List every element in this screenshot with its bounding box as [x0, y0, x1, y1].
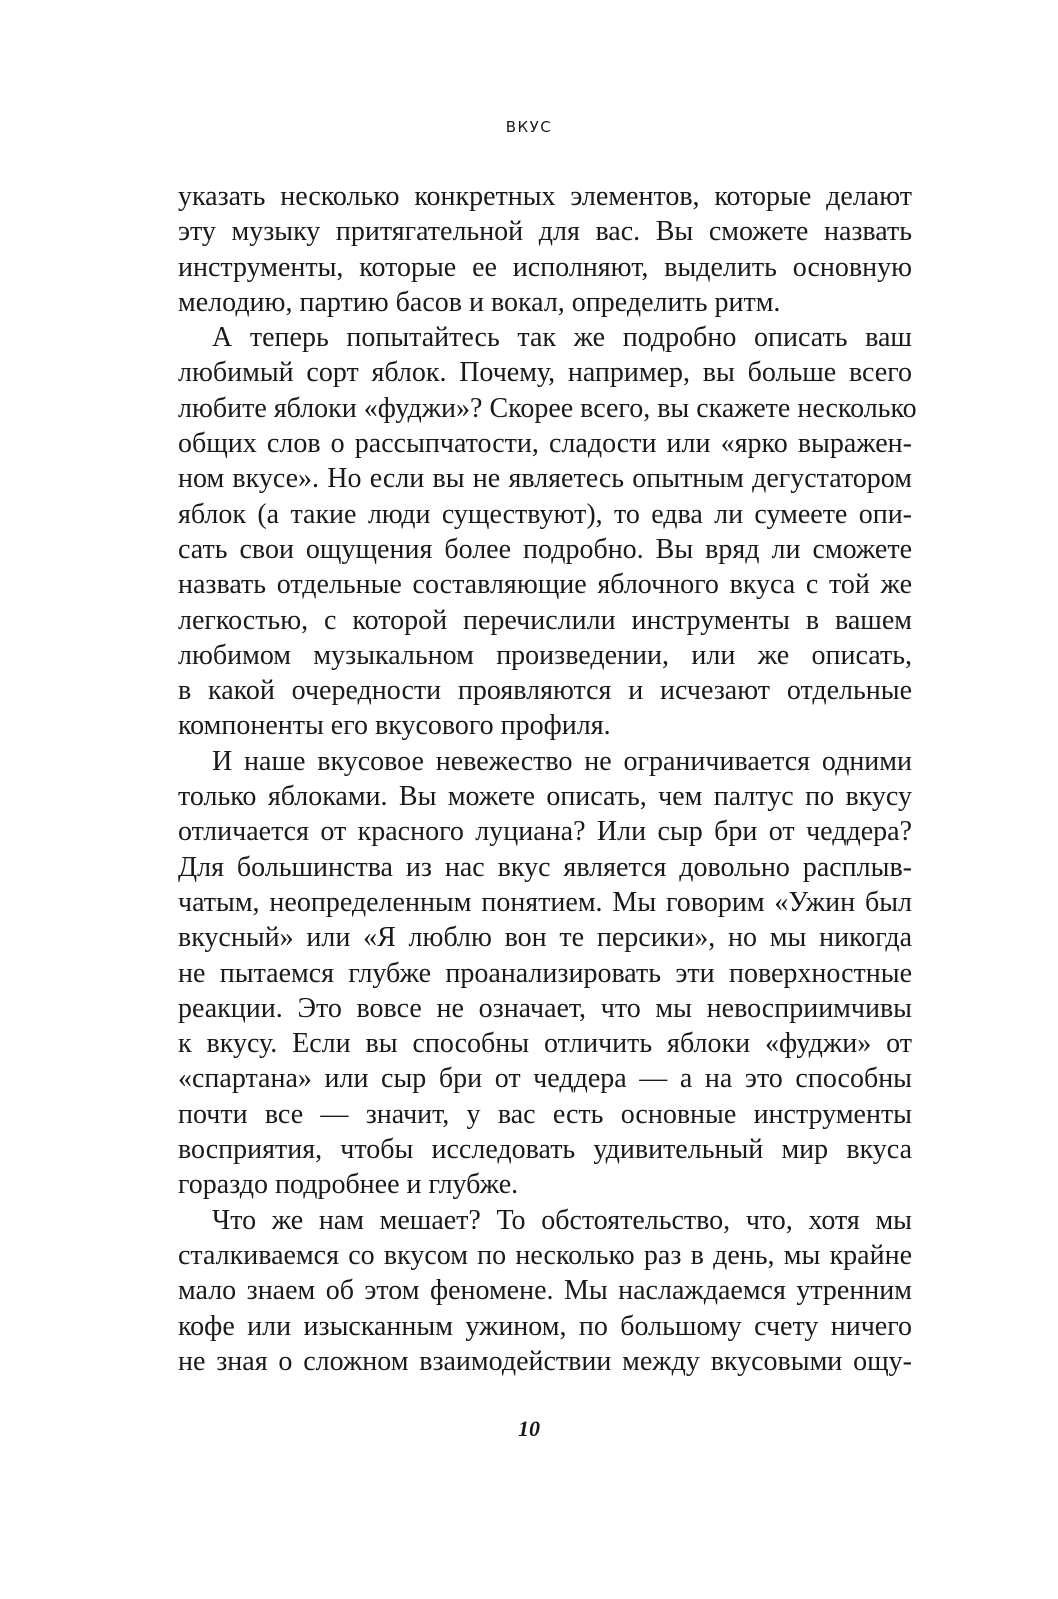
text-line: почти все — значит, у вас есть основные инструменты [178, 1098, 912, 1130]
paragraph [178, 744, 912, 1203]
text-line: мелодию, партию басов и вокал, определить ритм. [178, 286, 781, 318]
text-line: сталкиваемся со вкусом по несколько раз в день, мы крайне [178, 1239, 912, 1271]
text-line: к вкусу. Если вы способны отличить яблоки «фуджи» от [178, 1028, 912, 1060]
text-line: легкостью, с которой перечислили инструменты в вашем [178, 604, 912, 636]
page-number: 10 [518, 1416, 540, 1441]
text-line: эту музыку притягательной для вас. Вы сможете назвать [178, 216, 912, 248]
paragraph [178, 179, 912, 320]
text-line: восприятия, чтобы исследовать удивительный мир вкуса [178, 1134, 912, 1166]
text-line: только яблоками. Вы можете описать, чем палтус по вкусу [178, 781, 912, 813]
text-line: яблок (а такие люди существуют), то едва ли сумеете опи- [178, 498, 912, 530]
running-head: ВКУС [505, 118, 553, 136]
text-line: реакции. Это вовсе не означает, что мы невосприимчивы [178, 992, 912, 1024]
text-line: не пытаемся глубже проанализировать эти поверхностные [178, 957, 912, 989]
text-line: любимом музыкальном произведении, или же описать, [178, 639, 912, 671]
text-line: И наше вкусовое невежество не ограничивается одними [212, 745, 912, 777]
text-line: любимый сорт яблок. Почему, например, вы больше всего [178, 357, 912, 389]
text-line: чатым, неопределенным понятием. Мы говорим «Ужин был [178, 886, 912, 918]
text-line: инструменты, которые ее исполняют, выделить основную [178, 251, 912, 283]
text-line: общих слов о рассыпчатости, сладости или «ярко выражен- [178, 428, 912, 460]
body-text [178, 179, 917, 1379]
text-line: кофе или изысканным ужином, по большому счету ничего [178, 1310, 912, 1342]
text-line: Для большинства из нас вкус является довольно расплыв- [178, 851, 912, 883]
text-line: отличается от красного луциана? Или сыр бри от чеддера? [178, 816, 912, 848]
text-line: мало знаем об этом феномене. Мы наслаждаемся утренним [178, 1275, 912, 1307]
paragraph [178, 1203, 912, 1379]
text-line: указать несколько конкретных элементов, которые делают [178, 181, 912, 212]
text-line: сать свои ощущения более подробно. Вы вряд ли сможете [178, 533, 912, 565]
text-line: «спартана» или сыр бри от чеддера — а на это способны [178, 1063, 912, 1095]
text-line: в какой очередности проявляются и исчезают отдельные [178, 675, 912, 707]
paragraph [178, 320, 917, 744]
text-line: компоненты его вкусового профиля. [178, 710, 611, 742]
text-line: назвать отдельные составляющие яблочного вкуса с той же [178, 569, 912, 601]
text-line: вкусный» или «Я люблю вон те персики», но мы никогда [178, 922, 912, 954]
text-line: А теперь попытайтесь так же подробно описать ваш [212, 322, 912, 354]
text-line: Что же нам мешает? То обстоятельство, что, хотя мы [212, 1204, 912, 1236]
text-line: любите яблоки «фуджи»? Скорее всего, вы скажете несколько [178, 392, 917, 424]
text-line: не зная о сложном взаимодействии между вкусовыми ощу- [178, 1345, 912, 1377]
text-line: гораздо подробнее и глубже. [178, 1169, 519, 1201]
text-line: ном вкусе». Но если вы не являетесь опытным дегустатором [178, 463, 912, 495]
